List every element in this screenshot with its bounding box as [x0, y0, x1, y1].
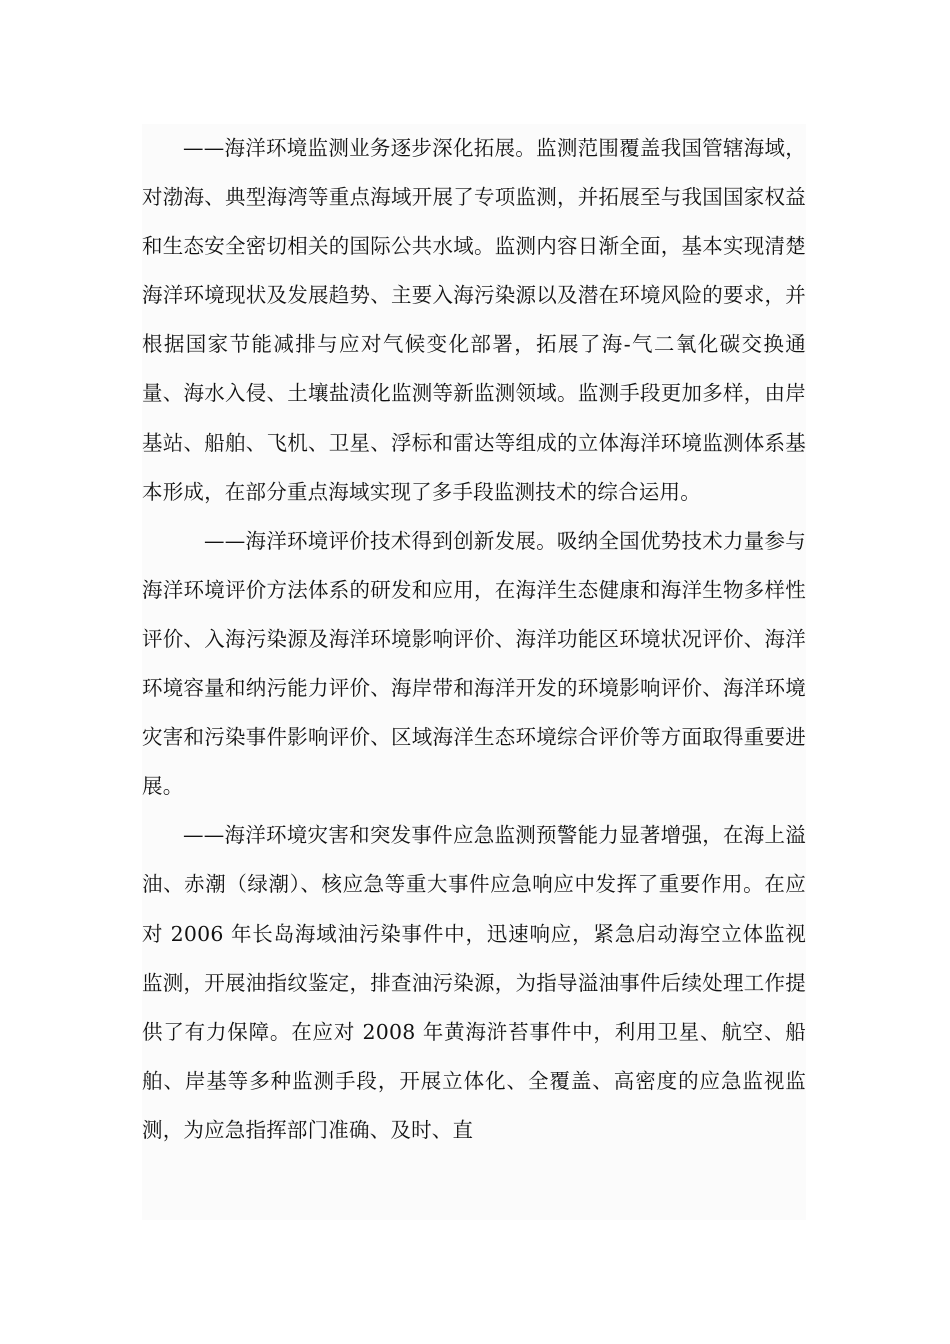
paragraph-evaluation-technology: ——海洋环境评价技术得到创新发展。吸纳全国优势技术力量参与海洋环境评价方法体系的研发和应用，在海洋生态健康和海洋生物多样性评价、入海污染源及海洋环境影响评价、海洋功能区环境状况评价、海洋环境容量和纳污能力评价、海岸带和海洋开发的环境影响评价、海洋环境灾害和污染事件影响评价、区域海洋生态环境综合评价等方面取得重要进展。 — [142, 528, 806, 799]
paragraph-emergency-response: ——海洋环境灾害和突发事件应急监测预警能力显著增强，在海上溢油、赤潮（绿潮）、核应急等重大事件应急响应中发挥了重要作用。在应对 2006 年长岛海域油污染事件中，迅速响应，紧急启动海空立体监视监测，开展油指纹鉴定，排查油污染源，为指导溢油事件后续处理工作提供了有力保障。在应对 2008 年黄海浒苔事件中，利用卫星、航空、船舶、岸基等多种监测手段，开展立体化、全覆盖、高密度的应急监视监测，为应急指挥部门准确、及时、直 — [142, 823, 806, 1142]
body-text — [142, 124, 806, 1220]
paragraph-monitoring-expansion: ——海洋环境监测业务逐步深化拓展。监测范围覆盖我国管辖海域，对渤海、典型海湾等重点海域开展了专项监测，并拓展至与我国国家权益和生态安全密切相关的国际公共水域。监测内容日渐全面，基本实现清楚海洋环境现状及发展趋势、主要入海污染源以及潜在环境风险的要求，并根据国家节能减排与应对气候变化部署，拓展了海-气二氧化碳交换通量、海水入侵、土壤盐渍化监测等新监测领域。监测手段更加多样，由岸基站、船舶、飞机、卫星、浮标和雷达等组成的立体海洋环境监测体系基本形成，在部分重点海域实现了多手段监测技术的综合运用。 — [142, 136, 806, 504]
